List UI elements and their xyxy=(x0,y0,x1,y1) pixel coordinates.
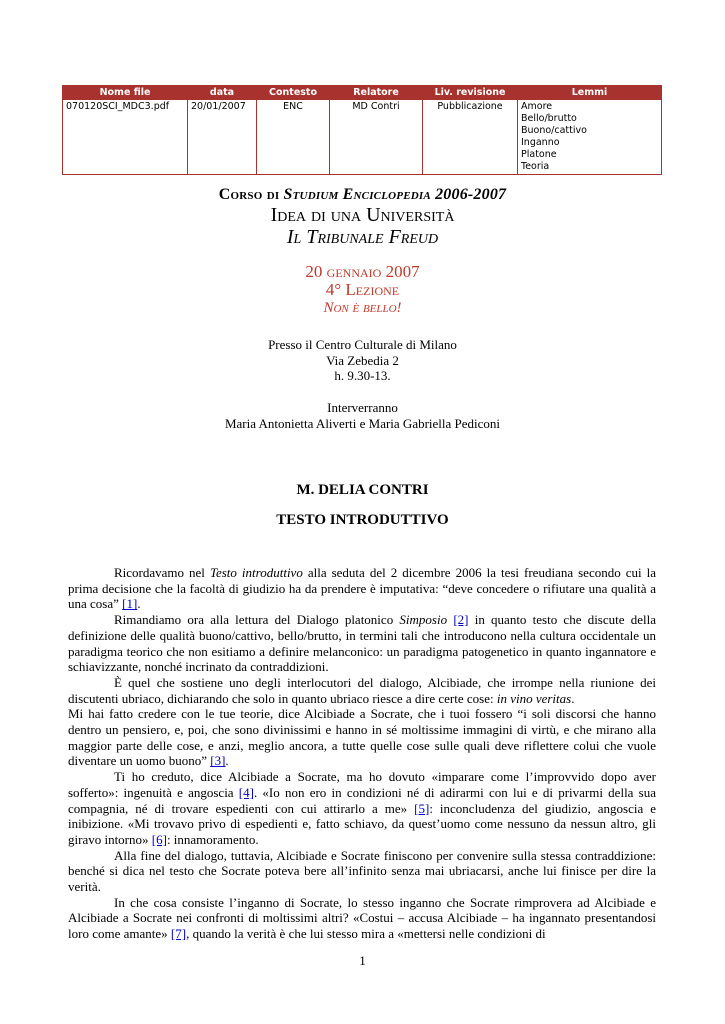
footnote-link-4[interactable]: [4] xyxy=(238,784,254,800)
text-run: , quando la verità è che lui stesso mira a «mettersi nelle condizioni di xyxy=(186,926,546,942)
footnote-link-6[interactable]: [6] xyxy=(151,831,167,847)
speakers-block xyxy=(0,400,725,431)
lemma-item: Teoria xyxy=(521,161,550,172)
paragraph xyxy=(68,675,656,706)
course-title-c: 2006-2007 xyxy=(430,186,507,203)
author-name: M. DELIA CONTRI xyxy=(296,482,429,498)
lemma-item: Amore xyxy=(521,101,553,112)
text-run: . xyxy=(571,690,575,706)
text-run-italic: Simposio xyxy=(399,612,448,628)
cell-context: ENC xyxy=(257,100,330,175)
venue-line: h. 9.30-13. xyxy=(334,368,391,383)
text-run: Ricordavamo nel xyxy=(114,565,210,580)
speakers-label: Interverranno xyxy=(327,400,398,415)
course-title-b: Studium Enciclopedia xyxy=(283,186,431,203)
text-run: Rimandiamo ora alla lettura del Dialogo platonico xyxy=(114,612,400,628)
lesson-subtitle: Non è bello! xyxy=(323,300,402,316)
program-title: Idea di una Università xyxy=(270,204,455,226)
body-text xyxy=(68,565,656,942)
footnote-link-2[interactable]: [2] xyxy=(453,612,469,628)
cell-speaker: MD Contri xyxy=(330,100,423,175)
paragraph xyxy=(68,565,656,612)
venue-line: Via Zebedia 2 xyxy=(326,352,399,368)
text-run-italic: in vino veritas xyxy=(496,690,572,706)
cell-revision: Pubblicazione xyxy=(423,100,518,175)
paragraph xyxy=(68,612,656,675)
program-subtitle: Il Tribunale Freud xyxy=(286,226,439,248)
speakers-names: Maria Antonietta Aliverti e Maria Gabriella Pediconi xyxy=(224,415,501,431)
page-number: 1 xyxy=(359,953,366,968)
section-title: TESTO INTRODUTTIVO xyxy=(276,512,449,528)
text-run: Mi hai fatto credere con le tue teorie, dice Alcibiade a Socrate, che i tuoi fossero “i soli discorsi che hanno dentro un pensiero, e, poi, che sono divinissimi e hanno in sé moltissime immagini di virtù, e che mirano alla maggior parte delle cose, e anzi, meglio ancora, a tutte quelle cose sulle quali deve riflettere colui che vuole diventare un uomo buono” xyxy=(68,706,656,769)
lemma-item: Inganno xyxy=(521,137,560,148)
text-run: È quel che sostiene uno degli interlocutori del dialogo, Alcibiade, che irrompe nella riunione dei discutenti ubriaco, dichiarando che solo in quanto ubriaco riesce a dire certe cose: xyxy=(68,674,656,706)
metadata-header-row xyxy=(63,86,662,100)
metadata-table xyxy=(62,85,662,175)
footnote-link-7[interactable]: [7] xyxy=(170,926,187,942)
paragraph xyxy=(68,769,656,848)
cell-date: 20/01/2007 xyxy=(188,100,257,175)
lemma-item: Platone xyxy=(521,149,557,160)
venue-line: Presso il Centro Culturale di Milano xyxy=(268,337,457,352)
text-run: : innamoramento. xyxy=(166,831,259,847)
paragraph: Alla fine del dialogo, tuttavia, Alcibiade e Socrate finiscono per convenire sulla stessa contraddizione: benché si dica nel testo che Socrate poteva bere all’infinito senza mai ubriacarsi, anche lui finisce per dire la verità. xyxy=(68,847,656,895)
text-run: . xyxy=(137,596,141,612)
metadata-value-row xyxy=(63,100,662,175)
header-liv-revisione: Liv. revisione xyxy=(423,86,518,100)
header-contesto: Contesto xyxy=(257,86,330,100)
footnote-link-5[interactable]: [5] xyxy=(414,800,430,816)
text-run: : inconcludenza del giudizio, angoscia e inibizione. «Mi trovavo privo di espedienti e, fatto schiavo, da quest’uomo come nessuno da nessun altro, gli giravo intorno» xyxy=(68,800,656,847)
lesson-number: 4° Lezione xyxy=(325,280,400,299)
footnote-link-3[interactable]: [3] xyxy=(210,753,226,769)
course-title-a: Corso di xyxy=(218,186,284,203)
course-title xyxy=(0,186,725,204)
text-run: In che cosa consiste l’inganno di Socrate, lo stesso inganno che Socrate rimprovera ad Alcibiade e Alcibiade a Socrate nei confronti di moltissimi altri? «Costui – accusa Alcibiade – ha ingannato presentandosi loro come amante» xyxy=(68,894,656,942)
venue-block xyxy=(0,337,725,384)
footnote-link-1[interactable]: [1] xyxy=(122,596,138,612)
text-run: . «Io non ero in condizioni né di adirarmi con lui e di privarmi della sua compagnia, né di trovare espedienti con cui attirarlo a me» xyxy=(68,784,656,816)
text-run: in quanto testo che discute della definizione delle qualità buono/cattivo, bello/brutto, in termini tali che introducono nella cultura occidentale un paradigma teorico che non esitiamo a definire melanconico: un paradigma patogenetico in quanto ingannatore e schiavizzante, nonché incrinato da contraddizioni. xyxy=(68,612,656,675)
paragraph xyxy=(68,895,656,942)
header-data: data xyxy=(188,86,257,100)
lemma-item: Buono/cattivo xyxy=(521,125,587,136)
header-relatore: Relatore xyxy=(330,86,423,100)
header-lemmi: Lemmi xyxy=(518,86,662,100)
cell-lemmi xyxy=(518,100,662,175)
paragraph xyxy=(68,706,656,769)
lesson-date: 20 gennaio 2007 xyxy=(305,262,420,281)
text-run-italic: Testo introduttivo xyxy=(209,565,303,580)
text-run: . xyxy=(225,753,229,769)
text-run: alla seduta del 2 dicembre 2006 la tesi freudiana secondo cui la prima decisione che la facoltà di giudizio ha da prendere è imputativa: “deve concedere o rifiutare una qualità a una cosa” xyxy=(68,565,656,612)
header-nome-file: Nome file xyxy=(63,86,188,100)
cell-file: 070120SCI_MDC3.pdf xyxy=(63,100,188,175)
lemma-item: Bello/brutto xyxy=(521,113,577,124)
text-run: Ti ho creduto, dice Alcibiade a Socrate, ma ho dovuto «imparare come l’improvvido dopo aver sofferto»: ingenuità e angoscia xyxy=(68,769,656,800)
